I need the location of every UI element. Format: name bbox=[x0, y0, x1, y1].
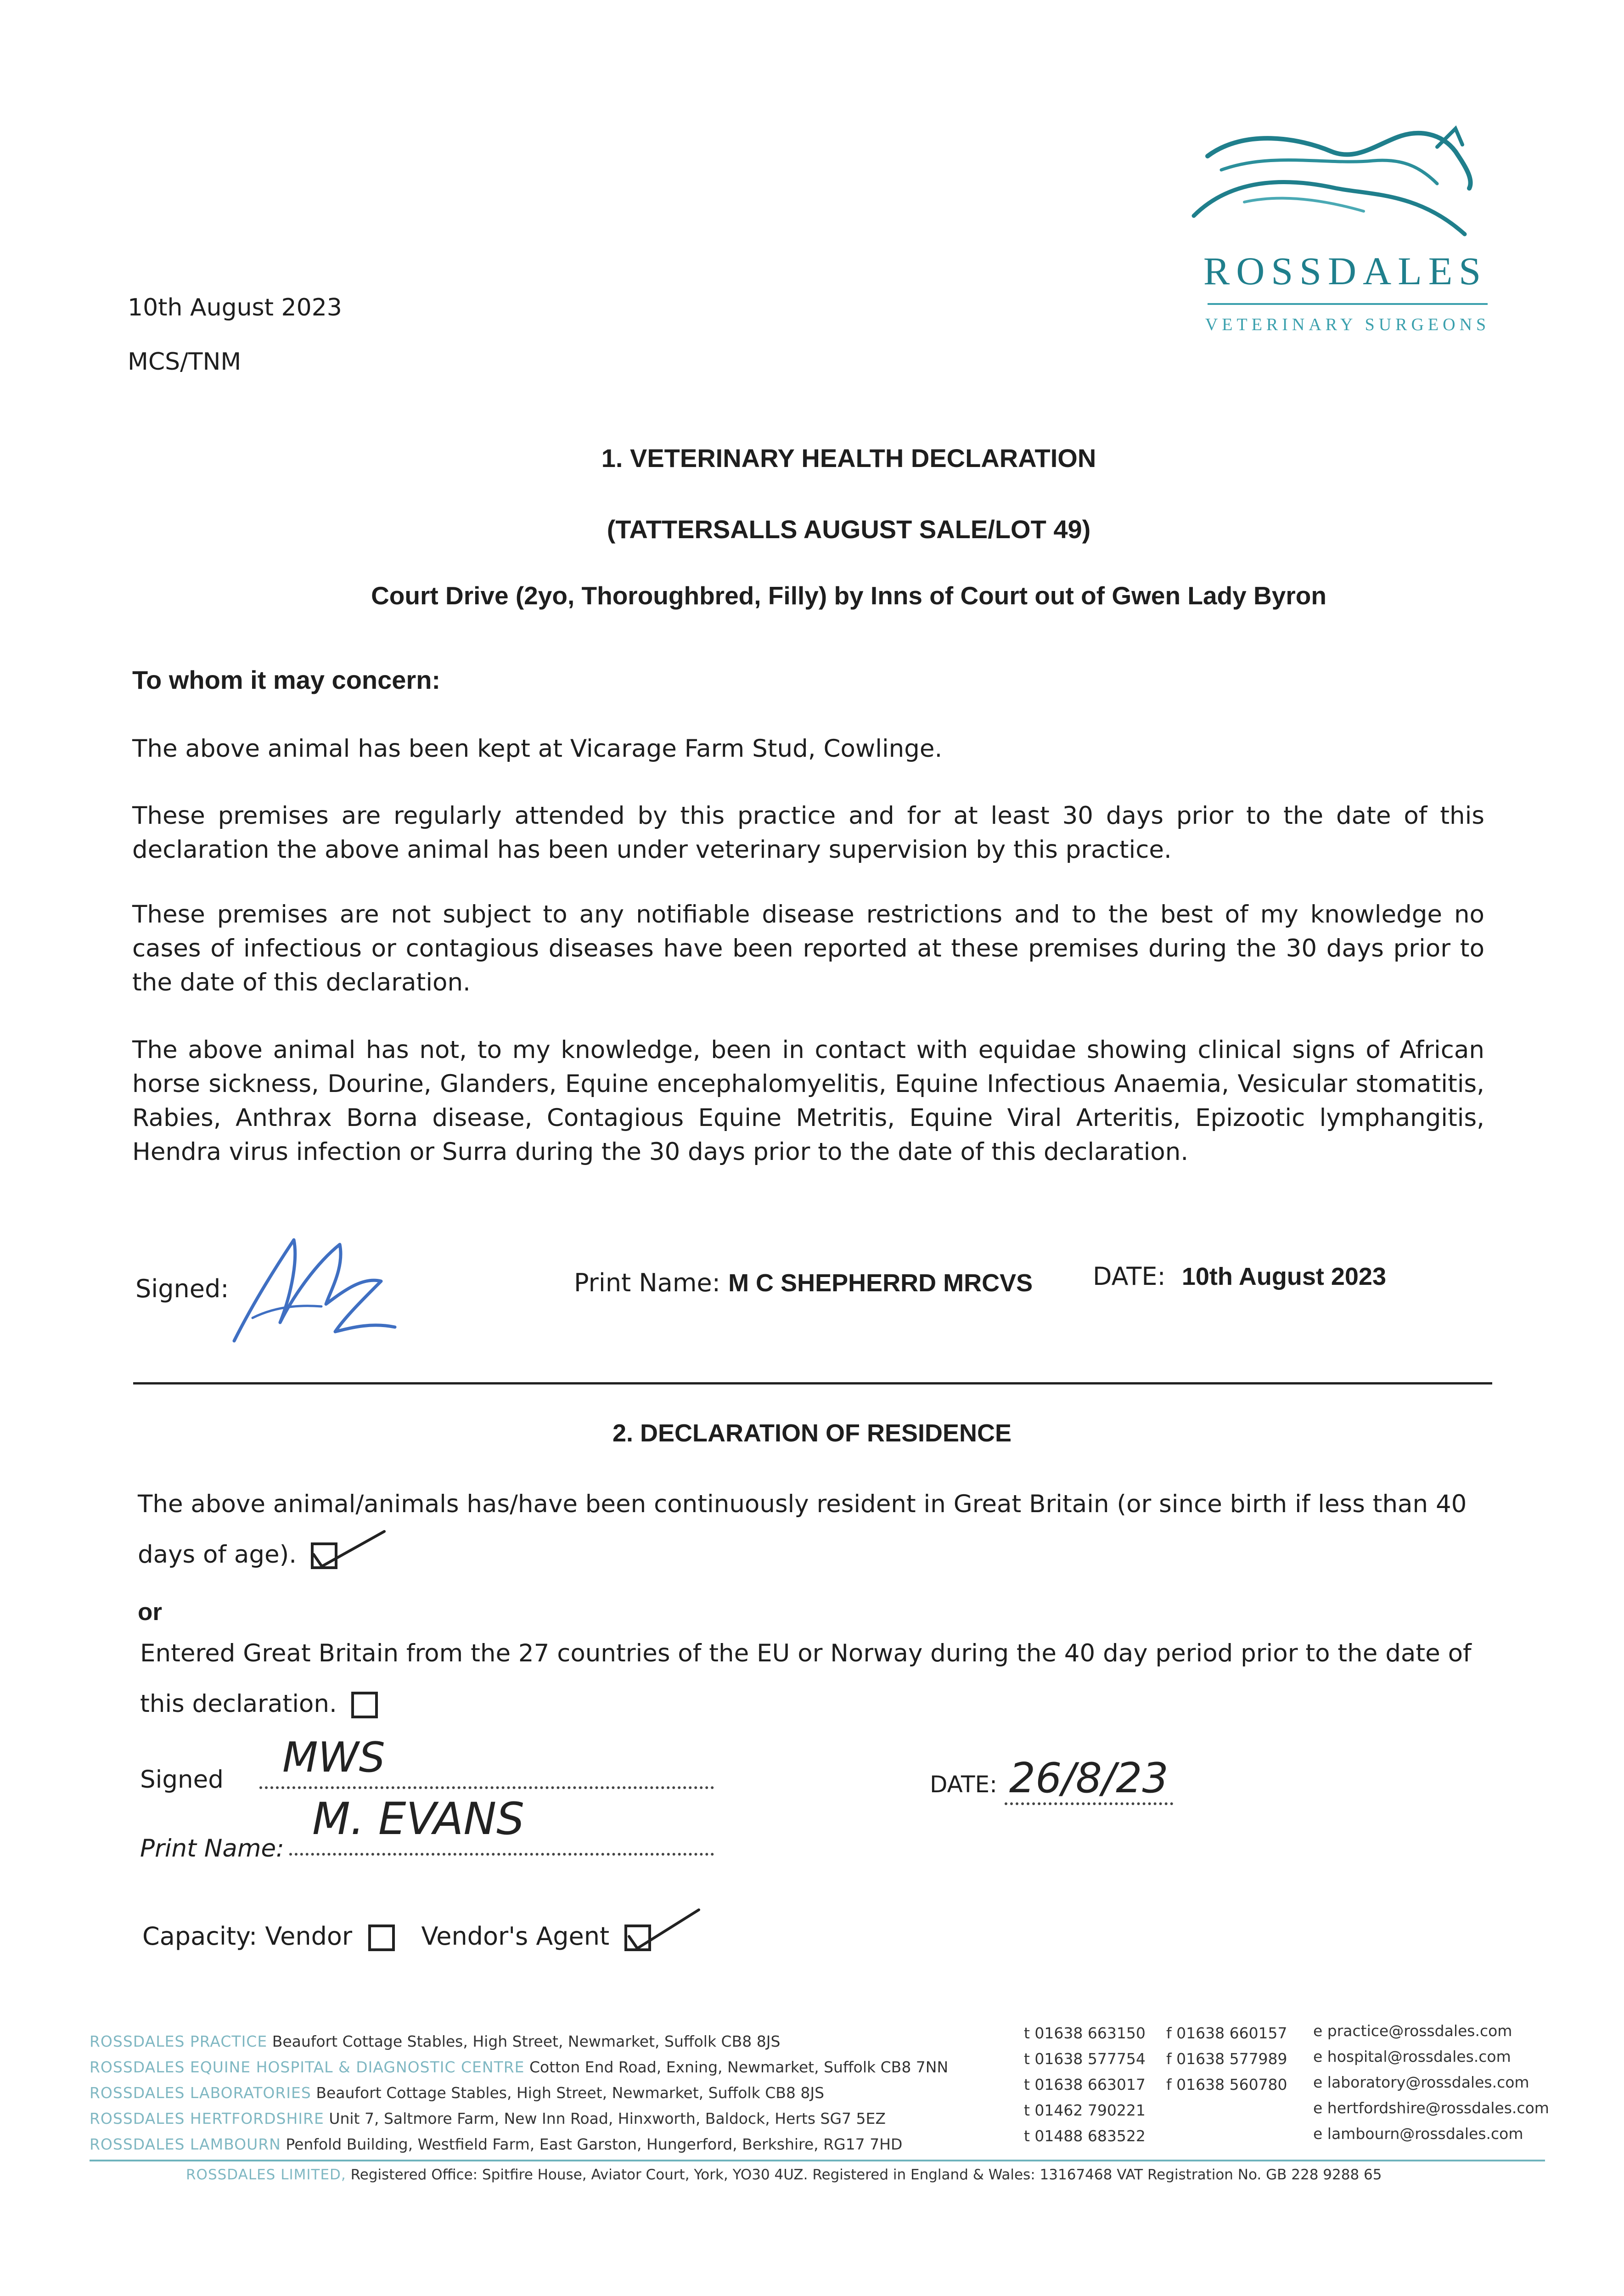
footer-faxes bbox=[1166, 2020, 1304, 2098]
or-label: or bbox=[138, 1598, 162, 1626]
vet-date bbox=[1093, 1262, 1386, 1291]
residence-date[interactable] bbox=[930, 1754, 1173, 1802]
check-mark-icon bbox=[311, 1527, 389, 1573]
footer-location bbox=[90, 2080, 1035, 2106]
paragraph-restrictions: These premises are not subject to any notifiable disease restrictions and to the best of my knowledge no cases of infectious or contagious diseases have been reported at these premises during the 30 days prior to the date of this declaration. bbox=[132, 900, 1484, 996]
footer-location-address: Beaufort Cottage Stables, High Street, Newmarket, Suffolk CB8 8JS bbox=[316, 2084, 825, 2102]
residence-date-label: DATE: bbox=[930, 1771, 997, 1798]
capacity-row bbox=[142, 1922, 651, 1951]
residence-print-name-label: Print Name: bbox=[140, 1835, 284, 1863]
footer-location-name: ROSSDALES LABORATORIES bbox=[90, 2084, 311, 2102]
section1-title: 1. VETERINARY HEALTH DECLARATION bbox=[601, 444, 1096, 473]
continuous-residence-checkbox[interactable] bbox=[311, 1542, 337, 1569]
residence-date-value: 26/8/23 bbox=[1005, 1754, 1173, 1805]
footer-location-address: Unit 7, Saltmore Farm, New Inn Road, Hinxworth, Baldock, Herts SG7 5EZ bbox=[329, 2110, 886, 2127]
vet-print-name bbox=[574, 1268, 1033, 1297]
footer-email: e lambourn@rossdales.com bbox=[1313, 2125, 1523, 2143]
residence-print-name-value: M. EVANS bbox=[312, 1793, 525, 1845]
footer-registered-name: ROSSDALES LIMITED, bbox=[186, 2167, 346, 2183]
check-mark-icon bbox=[625, 1904, 703, 1955]
footer-location bbox=[90, 2132, 1035, 2157]
rossdales-horse-logo bbox=[1180, 119, 1501, 266]
footer-location bbox=[90, 2054, 1035, 2080]
footer-location-address: Penfold Building, Westfield Farm, East Garston, Hungerford, Berkshire, RG17 7HD bbox=[286, 2135, 903, 2153]
footer-location-address: Cotton End Road, Exning, Newmarket, Suffolk CB8 7NN bbox=[529, 2058, 949, 2076]
residence-signature: MWS bbox=[282, 1733, 385, 1782]
footer-location-name: ROSSDALES PRACTICE bbox=[90, 2032, 268, 2050]
brand-tagline: VETERINARY SURGEONS bbox=[1205, 315, 1490, 334]
section1-subtitle: (TATTERSALLS AUGUST SALE/LOT 49) bbox=[607, 515, 1091, 544]
vet-print-name-label: Print Name: bbox=[574, 1268, 720, 1297]
option2-text: this declaration. bbox=[140, 1690, 337, 1718]
capacity-vendor-label: Capacity: Vendor bbox=[142, 1922, 353, 1951]
section-divider bbox=[133, 1382, 1492, 1384]
footer-email: e practice@rossdales.com bbox=[1313, 2022, 1512, 2040]
footer-email: e laboratory@rossdales.com bbox=[1313, 2073, 1529, 2091]
vet-date-label: DATE: bbox=[1093, 1262, 1166, 1291]
option2-text-line2 bbox=[140, 1690, 378, 1718]
footer-tel: t 01638 663017 bbox=[1024, 2076, 1146, 2093]
footer-fax: f 01638 577989 bbox=[1166, 2050, 1287, 2068]
option1-text-line2 bbox=[138, 1541, 337, 1569]
residence-print-name-line[interactable] bbox=[289, 1793, 714, 1856]
footer-location-name: ROSSDALES HERTFORDSHIRE bbox=[90, 2110, 324, 2127]
footer-tel: t 01462 790221 bbox=[1024, 2101, 1146, 2119]
salutation: To whom it may concern: bbox=[132, 665, 441, 694]
footer-telephones bbox=[1024, 2020, 1162, 2149]
option1-text-line1: The above animal/animals has/have been continuously resident in Great Britain (or since birth if less than 40 bbox=[138, 1490, 1467, 1518]
vendor-checkbox[interactable] bbox=[368, 1925, 395, 1951]
paragraph-supervision: These premises are regularly attended by this practice and for at least 30 days prior to the date of this declaration the above animal has been under veterinary supervision by this practice. bbox=[132, 802, 1484, 864]
paragraph-disease-contact: The above animal has not, to my knowledge, been in contact with equidae showing clinical signs of African horse sickness, Dourine, Glanders, Equine encephalomyelitis, Equine Infectious Anaemia, Vesicular stomatitis, Rabies, Anthrax Borna disease, Contagious Equine Metritis, Equine Viral Arteritis, Epizootic lymphangitis, Hendra virus infection or Surra during the 30 days prior to the date of this declaration. bbox=[132, 1036, 1484, 1166]
footer-registered bbox=[186, 2162, 1545, 2188]
option2-text-line1: Entered Great Britain from the 27 countries of the EU or Norway during the 40 day period prior to the date of bbox=[140, 1639, 1472, 1667]
residence-signed-line[interactable] bbox=[259, 1733, 714, 1789]
animal-description: Court Drive (2yo, Thoroughbred, Filly) by Inns of Court out of Gwen Lady Byron bbox=[371, 581, 1326, 610]
footer-email: e hospital@rossdales.com bbox=[1313, 2048, 1511, 2065]
footer-location-name: ROSSDALES EQUINE HOSPITAL & DIAGNOSTIC CENTRE bbox=[90, 2058, 525, 2076]
footer-divider bbox=[90, 2160, 1545, 2161]
option1-text: days of age). bbox=[138, 1541, 297, 1569]
vet-signature bbox=[225, 1212, 409, 1359]
footer-tel: t 01638 577754 bbox=[1024, 2050, 1146, 2068]
footer-fax: f 01638 560780 bbox=[1166, 2076, 1287, 2093]
footer-location bbox=[90, 2029, 1035, 2054]
letter-date: 10th August 2023 bbox=[128, 294, 342, 321]
footer-location-name: ROSSDALES LAMBOURN bbox=[90, 2135, 281, 2153]
footer-emails bbox=[1313, 2018, 1552, 2147]
vendor-agent-label: Vendor's Agent bbox=[421, 1922, 610, 1951]
vet-print-name-value: M C SHEPHERRD MRCVS bbox=[728, 1269, 1033, 1297]
footer-email: e hertfordshire@rossdales.com bbox=[1313, 2099, 1549, 2117]
footer-location-address: Beaufort Cottage Stables, High Street, Newmarket, Suffolk CB8 8JS bbox=[272, 2032, 781, 2050]
footer-tel: t 01488 683522 bbox=[1024, 2127, 1146, 2145]
footer-tel: t 01638 663150 bbox=[1024, 2024, 1146, 2042]
vet-signed-label: Signed: bbox=[135, 1274, 229, 1303]
footer-addresses bbox=[90, 2029, 1035, 2157]
section2-title: 2. DECLARATION OF RESIDENCE bbox=[612, 1419, 1012, 1447]
vendor-agent-checkbox[interactable] bbox=[624, 1925, 651, 1951]
residence-signed-label: Signed bbox=[140, 1766, 224, 1794]
footer-registered-text: Registered Office: Spitfire House, Aviator Court, York, YO30 4UZ. Registered in England & Wales: 13167468 VAT Registration No. GB 228 9288 65 bbox=[350, 2167, 1382, 2183]
brand-divider bbox=[1208, 303, 1488, 305]
eu-entry-checkbox[interactable] bbox=[351, 1692, 378, 1718]
vet-date-value: 10th August 2023 bbox=[1181, 1263, 1386, 1290]
brand-name: ROSSDALES bbox=[1203, 249, 1488, 293]
footer-fax: f 01638 660157 bbox=[1166, 2024, 1287, 2042]
footer-location bbox=[90, 2106, 1035, 2132]
paragraph-premises: The above animal has been kept at Vicarage Farm Stud, Cowlinge. bbox=[132, 735, 943, 763]
letter-reference: MCS/TNM bbox=[128, 348, 242, 376]
